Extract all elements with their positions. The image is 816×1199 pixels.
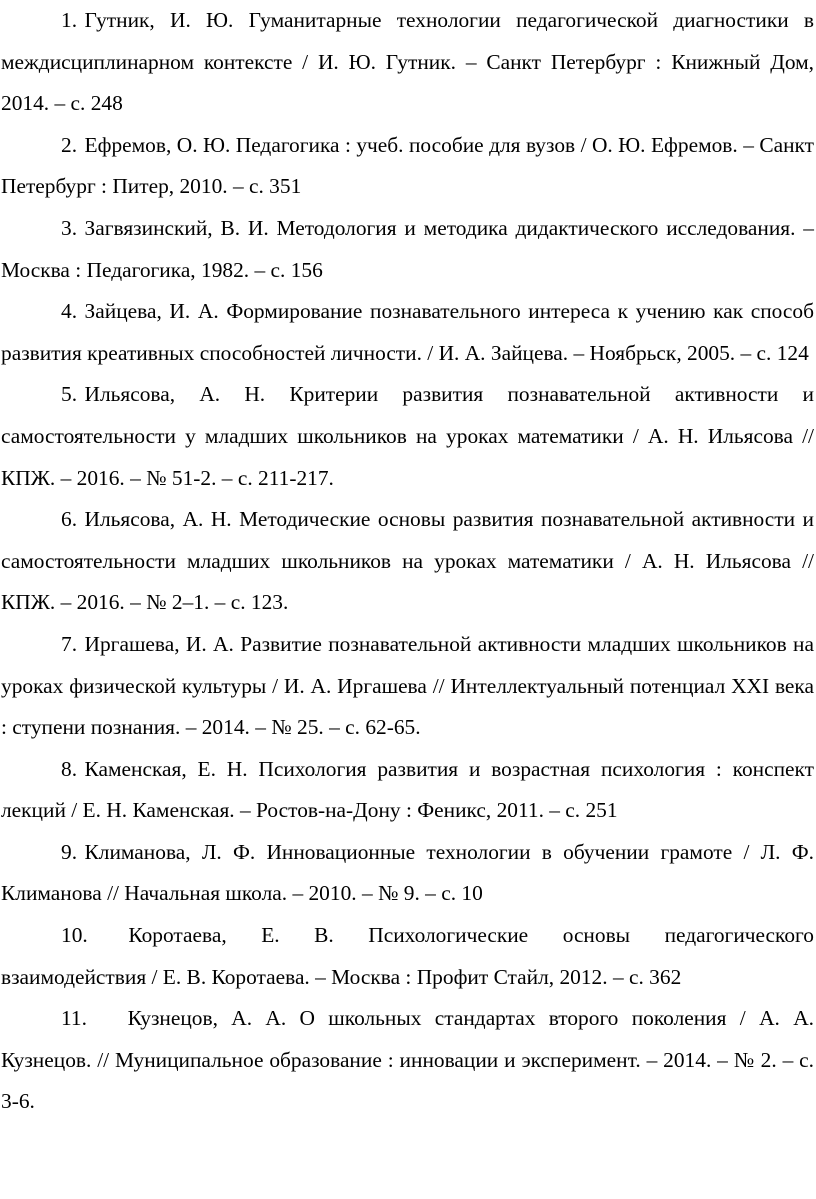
reference-number: 6. <box>61 507 78 532</box>
reference-number: 7. <box>61 631 78 656</box>
reference-item <box>1 374 814 499</box>
reference-number: 10. <box>61 923 88 948</box>
reference-item <box>1 125 814 208</box>
reference-number: 5. <box>61 382 78 407</box>
reference-number: 1. <box>61 8 78 32</box>
reference-text: Кузнецов, А. А. О школьных стандартах второго поколения / А. А. Кузнецов. // Муниципальное образование : инновации и эксперимент. – 2014. – № 2. – с. 3-6. <box>1 1006 814 1114</box>
reference-text: Ильясова, А. Н. Методические основы развития познавательной активности и самостоятельности младших школьников на уроках математики / А. Н. Ильясова // КПЖ. – 2016. – № 2–1. – с. 123. <box>1 507 814 615</box>
reference-number: 11. <box>61 1006 87 1031</box>
reference-text: Зайцева, И. А. Формирование познавательного интереса к учению как способ развития креативных способностей личности. / И. А. Зайцева. – Ноябрьск, 2005. – с. 124 <box>1 299 814 365</box>
reference-item <box>1 291 814 374</box>
reference-list <box>1 0 814 1123</box>
reference-item <box>1 208 814 291</box>
reference-number: 3. <box>61 215 78 240</box>
reference-text: Коротаева, Е. В. Психологические основы педагогического взаимодействия / Е. В. Коротаева. – Москва : Профит Стайл, 2012. – с. 362 <box>1 923 814 989</box>
reference-item <box>1 749 814 832</box>
reference-item <box>1 0 814 125</box>
reference-item <box>1 624 814 749</box>
reference-text: Ильясова, А. Н. Критерии развития познавательной активности и самостоятельности у младших школьников на уроках математики / А. Н. Ильясова // КПЖ. – 2016. – № 51-2. – с. 211-217. <box>1 382 814 490</box>
reference-number: 9. <box>61 839 78 864</box>
reference-number: 8. <box>61 756 78 781</box>
reference-text: Ефремов, О. Ю. Педагогика : учеб. пособие для вузов / О. Ю. Ефремов. – Санкт Петербург : Питер, 2010. – с. 351 <box>1 132 814 199</box>
reference-text: Гутник, И. Ю. Гуманитарные технологии педагогической диагностики в междисциплинарном контексте / И. Ю. Гутник. – Санкт Петербург : Книжный Дом, 2014. – с. 248 <box>1 8 814 116</box>
reference-item <box>1 915 814 998</box>
reference-item <box>1 832 814 915</box>
reference-item <box>1 998 814 1123</box>
reference-text: Загвязинский, В. И. Методология и методика дидактического исследования. – Москва : Педагогика, 1982. – с. 156 <box>1 215 814 282</box>
reference-text: Каменская, Е. Н. Психология развития и возрастная психология : конспект лекций / Е. Н. Каменская. – Ростов-на-Дону : Феникс, 2011. – с. 251 <box>1 756 814 823</box>
reference-number: 2. <box>61 132 78 157</box>
reference-text: Климанова, Л. Ф. Инновационные технологии в обучении грамоте / Л. Ф. Климанова // Начальная школа. – 2010. – № 9. – с. 10 <box>1 839 814 906</box>
reference-text: Иргашева, И. А. Развитие познавательной активности младших школьников на уроках физической культуры / И. А. Иргашева // Интеллектуальный потенциал XXI века : ступени познания. – 2014. – № 25. – с. 62-65. <box>1 631 814 740</box>
reference-number: 4. <box>61 299 78 324</box>
reference-item <box>1 499 814 624</box>
